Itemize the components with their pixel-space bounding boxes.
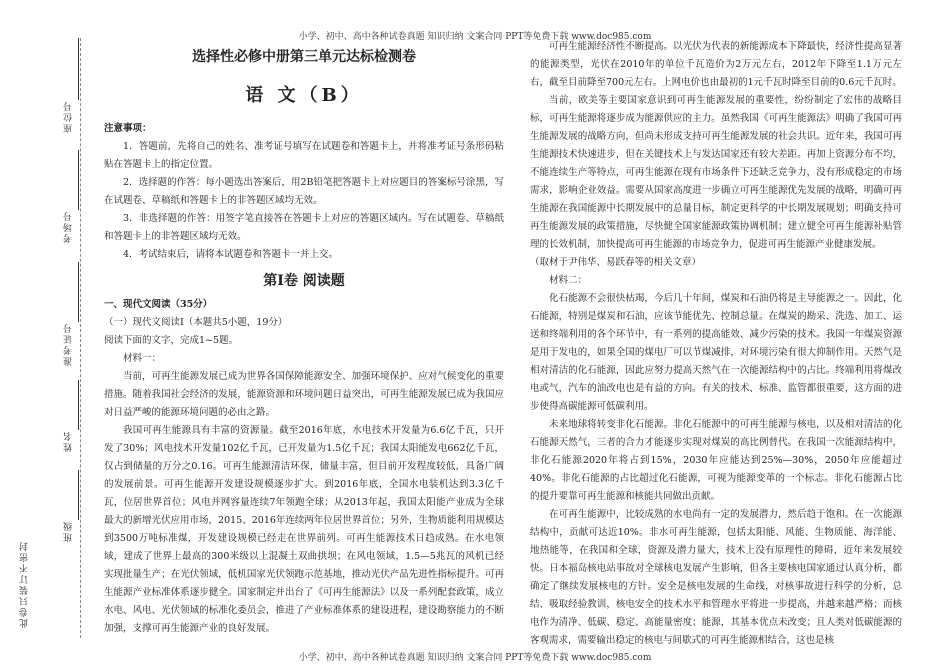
right-column bbox=[530, 38, 902, 650]
seat-label: 座位号 bbox=[64, 100, 74, 133]
part-heading: 一、现代文阅读（35分） bbox=[104, 299, 213, 310]
page-footer: 小学、初中、高中各种试卷真题 知识归纳 文案合同 PPT等免费下载 www.doc985.com bbox=[298, 653, 652, 663]
notice-item: 4．考试结束后，请将本试题卷和答题卡一并上交。 bbox=[123, 249, 339, 260]
page-header: 小学、初中、高中各种试卷真题 知识归纳 文案合同 PPT等免费下载 www.doc985.com bbox=[298, 32, 652, 42]
notice-item: 1．答题前，先将自己的姓名、准考证号填写在试题卷和答题卡上，并将准考证号条形码粘贴在答题卡上的指定位置。 bbox=[104, 141, 504, 170]
paragraph: 化石能源不会很快枯竭，今后几十年间，煤炭和石油仍将是主导能源之一。因此，化石能源，特别是煤炭和石油，应该节能优先、控制总量。在煤炭的勘采、洗选、加工、运送和终端利用的各个环节中，有一系列的提高能效、减少污染的技术。我国一年煤炭资源是用于发电的，如果全国的煤电厂可以节煤减排，对环境污染有很大抑制作用。天然气是相对清洁的化石能源，因此应努力提高天然气在一次能源结构中的占比。终端利用将煤改电或气，汽车的油改电也是有益的方向。有关的技术、标准、监管都很重要，这方面的进步使得高碳能源可低碳利用。 bbox=[530, 293, 902, 412]
name-label: 姓名 bbox=[64, 430, 74, 452]
binding-margin bbox=[0, 0, 100, 672]
source-note: （取材于尹伟华、易跃春等的相关文章） bbox=[530, 257, 702, 268]
exam-subtitle: 语 文（B） bbox=[245, 85, 363, 106]
room-label: 考场号 bbox=[64, 210, 74, 243]
paragraph: 当前，欧美等主要国家意识到可再生能源发展的重要性，纷纷制定了宏伟的战略目标，可再生能源将逐步成为能源供应的主力。虽然我国《可再生能源法》明确了我国可再生能源发展的战略方向，但尚未形成支持可再生能源发展的社会共识。近年来，我国可再生能源技术快速进步，但在关键技术上与发达国家还有较大差距。再加上资源分布不均，不能连续生产等特点，可再生能源在现有市场条件下还缺乏竞争力，没有形成稳定的市场需求，影响企业效益。需要从国家高度进一步确立可再生能源优先发展的战略，明确可再生能源在我国能源中长期发展中的总量目标，制定更科学的中长期发展规划；明确支持可再生能源发展的政策措施，尽快健全国家能源政策协调机制；建立健全可再生能源补贴管理的长效机制，加快提高可再生能源的市场竞争力，促进可再生能源产业健康发展。 bbox=[530, 95, 902, 250]
paragraph: 当前，可再生能源发展已成为世界各国保障能源安全、加强环境保护、应对气候变化的重要措施。随着我国社会经济的发展，能源资源和环境问题日益突出，可再生能源发展已成为我国应对日益严峻的能源环境问题的必由之路。 bbox=[104, 371, 504, 418]
seat-line bbox=[78, 38, 79, 100]
left-column bbox=[104, 38, 504, 638]
exam-title: 选择性必修中册第三单元达标检测卷 bbox=[192, 49, 416, 65]
material-label: 材料二： bbox=[549, 275, 588, 286]
seal-notice: 此卷只装订不密封 bbox=[20, 540, 30, 628]
paragraph: 未来地球将转变非化石能源。非化石能源中的可再生能源与核电，以及相对清洁的化石能源天然气，三者的合力才能逐步实现对煤炭的高比例替代。在我国一次能源结构中，非化石能源2020年将占到15%，2030年应能达到25%—30%，2050年应能超过40%。非化石能源的占比超过化石能源，可视为能源变革的一个标志。非化石能源占比的提升要靠可再生能源和核能共同做出贡献。 bbox=[530, 419, 902, 502]
notice-title: 注意事项： bbox=[104, 123, 152, 134]
instruction: 阅读下面的文字，完成1~5题。 bbox=[104, 335, 239, 346]
subpart-heading: （一）现代文阅读Ⅰ（本题共5小题，19分） bbox=[104, 317, 288, 328]
paragraph: 在可再生能源中，比较成熟的水电尚有一定的发展潜力，然后趋于饱和。在一次能源结构中，贡献可达近10%。非水可再生能源，包括太阳能、风能、生物质能、海洋能、地热能等，在我国和全球，资源及潜力量大，技术上没有原理性的障碍，近年来发展较快。日本福岛核电站事故对全球核电发展产生影响，但各主要核电国家通过认真分析，都确定了继续发展核电的方针。安全是核电发展的生命线，对核事故进行科学的分析，总结、吸取经验教训，核电安全的技术水平和管理水平将进一步提高，并越来越严格；而核电作为清净、低碳、稳定、高能量密度；能源，其基本优点未改变；且人类对低碳能源的客观需求，需要输出稳定的核电与间歇式的可再生能源相结合，这也是核 bbox=[530, 509, 902, 646]
room-line bbox=[78, 150, 79, 210]
class-line bbox=[78, 470, 79, 520]
class-label: 班级 bbox=[64, 520, 74, 542]
section-title: 第Ⅰ卷 阅读题 bbox=[263, 273, 345, 289]
paragraph: 可再生能源经济性不断提高。以光伏为代表的新能源成本下降最快，经济性提高显著的能源类型，光伏在2010年的单位千瓦造价为2万元左右，2012年下降至1.1万元左右，截至目前降至700元左右。上网电价也由最初的1元千瓦时降至目前的0.6元千瓦时。 bbox=[530, 41, 902, 88]
binding-dashed-line bbox=[80, 38, 81, 638]
material-label: 材料一： bbox=[123, 353, 162, 364]
ticket-label: 准考证号 bbox=[64, 322, 74, 366]
ticket-line bbox=[78, 262, 79, 322]
name-line bbox=[78, 380, 79, 430]
notice-item: 2．选择题的作答：每小题选出答案后，用2B铅笔把答题卡上对应题目的答案标号涂黑，写在试题卷、草稿纸和答题卡上的非答题区域均无效。 bbox=[104, 177, 504, 206]
paragraph: 我国可再生能源具有丰富的资源量。截至2016年底，水电技术开发量为6.6亿千瓦，只开发了30%；风电技术开发量102亿千瓦，已开发量为1.5亿千瓦；我国太阳能发电662亿千瓦，仅占到储量的万分之0.16。可再生能源清洁环保，储量丰富，但目前开发程度较低，具备广阔的发展前景。可再生能源开发建设规模逐步扩大。到2016年底，全国水电装机达到3.3亿千瓦，位居世界首位；风电并网容量连续7年领跑全球；从2013年起，我国太阳能产业成为全球最大的新增光伏应用市场，2015、2016年连续两年位居世界首位；另外，生物质能利用规模达到3500万吨标准煤，开发建设规模已经走在世界前列。可再生能源技术日趋成熟。在水电领域，建成了世界上最高的300米级以上混凝土双曲拱坝；在风电领域，1.5—5兆瓦的风机已经实现批量生产；在光伏领域，低机国家光伏领跑示范基地，推动光伏产品先进性指标提升。可再生能源产业标准体系逐步健全。国家制定并出台了《可再生能源法》以及一系列配套政策，成立水电、风电、光伏领域的标准化委员会，推进了产业标准体系的建设进程，建设勘察能力的不断加强，支撑可再生能源产业的良好发展。 bbox=[104, 425, 504, 634]
notice-item: 3．非选择题的作答：用签字笔直接答在答题卡上对应的答题区域内。写在试题卷、草稿纸和答题卡上的非答题区域均无效。 bbox=[104, 213, 504, 242]
